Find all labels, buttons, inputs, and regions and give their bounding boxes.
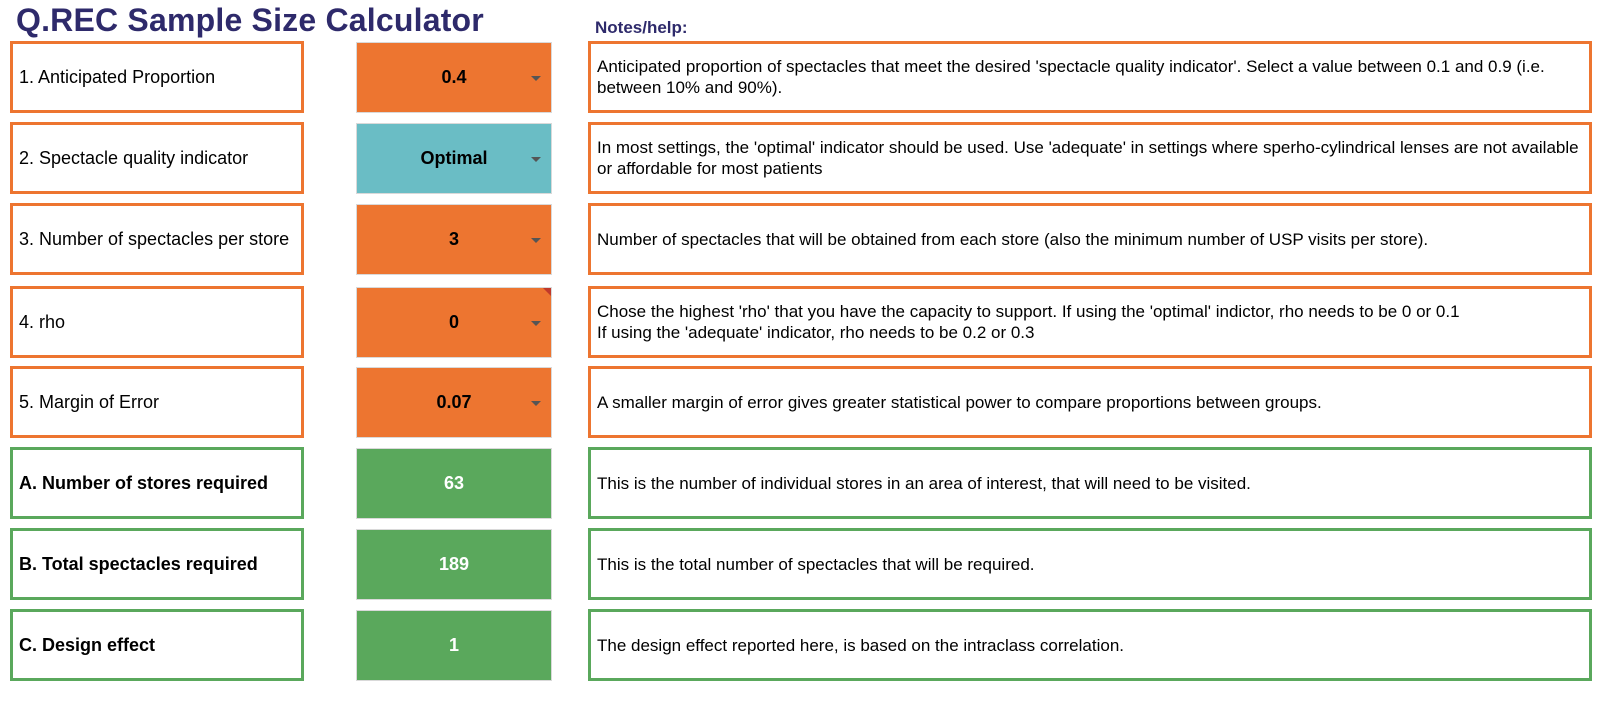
dropdown-arrow-icon[interactable] bbox=[531, 238, 541, 243]
margin-of-error-label: 5. Margin of Error bbox=[10, 366, 304, 438]
spectacle-quality-indicator-label: 2. Spectacle quality indicator bbox=[10, 122, 304, 194]
spectacle-quality-indicator-value: Optimal bbox=[420, 148, 488, 168]
stores-required-value: 63 bbox=[443, 473, 465, 493]
design-effect-note bbox=[588, 609, 1592, 681]
rho-label: 4. rho bbox=[10, 286, 304, 358]
anticipated-proportion-select[interactable] bbox=[356, 42, 552, 113]
spectacles-per-store-select[interactable] bbox=[356, 204, 552, 275]
rho-value: 0 bbox=[448, 312, 459, 332]
dropdown-arrow-icon[interactable] bbox=[531, 157, 541, 162]
total-spectacles-value: 189 bbox=[438, 554, 470, 574]
rho-note-line-1: Chose the highest 'rho' that you have the capacity to support. If using the 'optimal' indictor, rho needs to be 0 or 0.1 bbox=[597, 302, 1460, 321]
total-spectacles-note-text: This is the total number of spectacles that will be required. bbox=[597, 554, 1035, 574]
spectacles-per-store-value: 3 bbox=[448, 229, 459, 249]
input-row-anticipated-proportion bbox=[0, 41, 1600, 113]
page-title: Q.REC Sample Size Calculator bbox=[16, 2, 484, 38]
spectacle-quality-indicator-note-text: In most settings, the 'optimal' indicator should be used. Use 'adequate' in settings where sperho-cylindrical lenses are not available or affordable for most patients bbox=[597, 138, 1579, 178]
design-effect-note-text: The design effect reported here, is based on the intraclass correlation. bbox=[597, 635, 1124, 655]
input-row-spectacles-per-store bbox=[0, 203, 1600, 275]
rho-select[interactable] bbox=[356, 287, 552, 358]
margin-of-error-value: 0.07 bbox=[436, 392, 472, 412]
spectacles-per-store-note bbox=[588, 203, 1592, 275]
spectacle-quality-indicator-select[interactable] bbox=[356, 123, 552, 194]
margin-of-error-select[interactable] bbox=[356, 367, 552, 438]
cell-comment-icon[interactable] bbox=[543, 288, 551, 296]
total-spectacles-note bbox=[588, 528, 1592, 600]
anticipated-proportion-note-text: Anticipated proportion of spectacles that meet the desired 'spectacle quality indicator'. Select a value between 0.1 and 0.9 (i.e. between 10% and 90%). bbox=[597, 57, 1545, 97]
margin-of-error-note-text: A smaller margin of error gives greater statistical power to compare proportions between groups. bbox=[597, 392, 1322, 412]
spectacles-per-store-label: 3. Number of spectacles per store bbox=[10, 203, 304, 275]
input-row-margin-of-error bbox=[0, 366, 1600, 438]
rho-note-text bbox=[597, 301, 1460, 343]
spectacles-per-store-note-text: Number of spectacles that will be obtained from each store (also the minimum number of USP visits per store). bbox=[597, 229, 1429, 249]
rho-note bbox=[588, 286, 1592, 358]
input-row-rho bbox=[0, 286, 1600, 358]
dropdown-arrow-icon[interactable] bbox=[531, 76, 541, 81]
output-row-design-effect bbox=[0, 609, 1600, 681]
stores-required-value-cell bbox=[356, 448, 552, 519]
stores-required-note-text: This is the number of individual stores in an area of interest, that will need to be visited. bbox=[597, 473, 1251, 493]
dropdown-arrow-icon[interactable] bbox=[531, 321, 541, 326]
design-effect-value-cell bbox=[356, 610, 552, 681]
total-spectacles-label: B. Total spectacles required bbox=[10, 528, 304, 600]
design-effect-value: 1 bbox=[448, 635, 459, 655]
design-effect-label: C. Design effect bbox=[10, 609, 304, 681]
stores-required-label: A. Number of stores required bbox=[10, 447, 304, 519]
dropdown-arrow-icon[interactable] bbox=[531, 401, 541, 406]
spectacle-quality-indicator-note bbox=[588, 122, 1592, 194]
notes-heading: Notes/help: bbox=[595, 18, 688, 37]
stores-required-note bbox=[588, 447, 1592, 519]
anticipated-proportion-value: 0.4 bbox=[441, 67, 467, 87]
output-row-stores-required bbox=[0, 447, 1600, 519]
output-row-total-spectacles bbox=[0, 528, 1600, 600]
rho-note-line-2: If using the 'adequate' indicator, rho needs to be 0.2 or 0.3 bbox=[597, 323, 1035, 342]
input-row-spectacle-quality-indicator bbox=[0, 122, 1600, 194]
anticipated-proportion-note bbox=[588, 41, 1592, 113]
anticipated-proportion-label: 1. Anticipated Proportion bbox=[10, 41, 304, 113]
margin-of-error-note bbox=[588, 366, 1592, 438]
total-spectacles-value-cell bbox=[356, 529, 552, 600]
